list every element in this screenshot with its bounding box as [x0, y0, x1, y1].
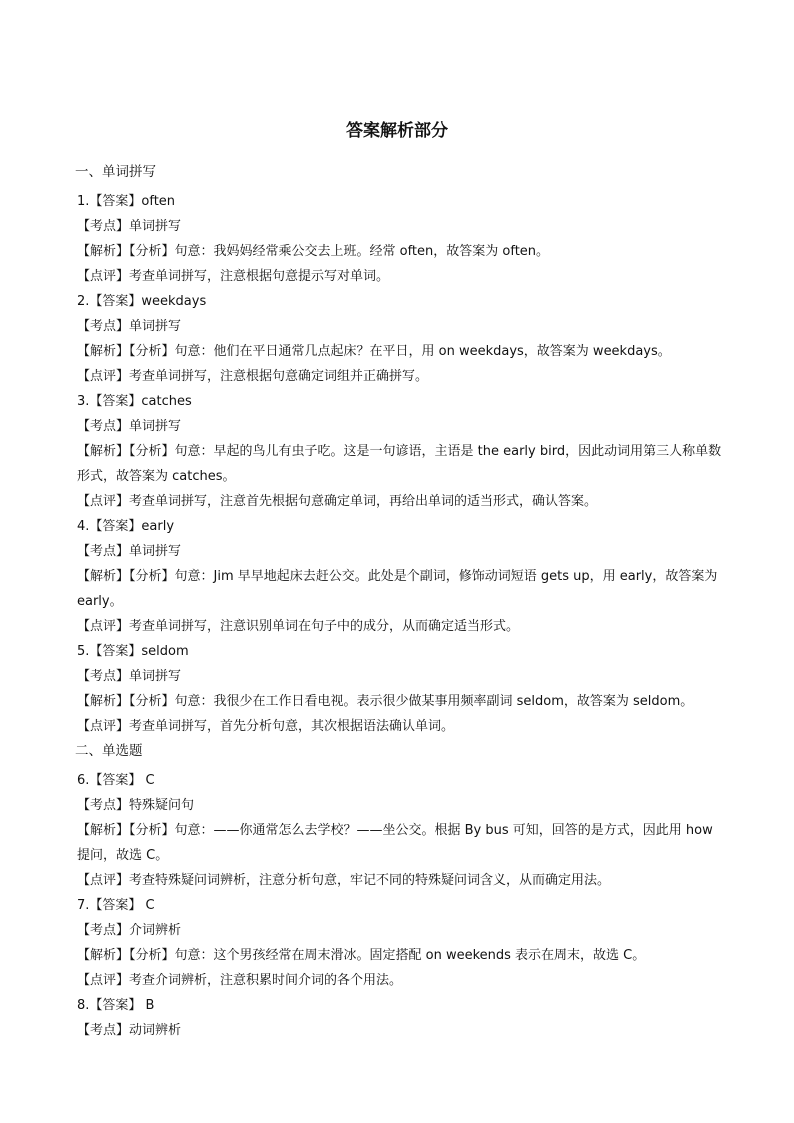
point-line: 【考点】动词辨析 — [77, 1023, 182, 1038]
analysis-line: 【解析】【分析】句意：他们在平日通常几点起床？在平日，用 on weekdays，故答案为 weekdays。 — [77, 344, 671, 359]
answer-line: 7.【答案】 C — [77, 898, 155, 913]
point-line: 【考点】单词拼写 — [77, 544, 182, 559]
answer-line: 5.【答案】seldom — [77, 644, 189, 659]
comment-line: 【点评】考查单词拼写，首先分析句意，其次根据语法确认单词。 — [77, 719, 455, 734]
comment-line: 【点评】考查单词拼写，注意根据句意确定词组并正确拼写。 — [77, 369, 429, 384]
answer-line: 1.【答案】often — [77, 194, 176, 209]
analysis-line: 【解析】【分析】句意：我很少在工作日看电视。表示很少做某事用频率副词 seldom，故答案为 seldom。 — [77, 694, 694, 709]
comment-line: 【点评】考查单词拼写，注意根据句意提示写对单词。 — [77, 269, 390, 284]
page-title: 答案解析部分 — [346, 121, 448, 141]
answer-line: 4.【答案】early — [77, 519, 175, 534]
comment-line: 【点评】考查特殊疑问词辨析，注意分析句意，牢记不同的特殊疑问词含义，从而确定用法。 — [77, 873, 611, 888]
analysis-paragraph: 【解析】【分析】句意：早起的鸟儿有虫子吃。这是一句谚语，主语是 the early bird，因此动词用第三人称单数形式，故答案为 catches。 — [77, 444, 722, 484]
point-line: 【考点】单词拼写 — [77, 419, 182, 434]
comment-line: 【点评】考查单词拼写，注意首先根据句意确定单词，再给出单词的适当形式，确认答案。 — [77, 494, 598, 509]
answer-line: 8.【答案】 B — [77, 998, 155, 1013]
answer-content — [77, 160, 729, 1043]
point-line: 【考点】介词辨析 — [77, 923, 182, 938]
analysis-line: 【解析】【分析】句意：我妈妈经常乘公交去上班。经常 often，故答案为 often。 — [77, 244, 550, 259]
point-line: 【考点】单词拼写 — [77, 319, 182, 334]
answer-line: 6.【答案】 C — [77, 773, 155, 788]
point-line: 【考点】单词拼写 — [77, 669, 182, 684]
answer-line: 2.【答案】weekdays — [77, 294, 207, 309]
point-line: 【考点】单词拼写 — [77, 219, 182, 234]
analysis-paragraph: 【解析】【分析】句意：Jim 早早地起床去赶公交。此处是个副词，修饰动词短语 gets up，用 early，故答案为 early。 — [77, 569, 718, 609]
comment-line: 【点评】考查介词辨析，注意积累时间介词的各个用法。 — [77, 973, 403, 988]
section-heading: 二、单选题 — [75, 743, 143, 759]
section-heading: 一、单词拼写 — [75, 164, 156, 180]
analysis-line: 【解析】【分析】句意：这个男孩经常在周末滑冰。固定搭配 on weekends 表示在周末，故选 C。 — [77, 948, 646, 963]
analysis-paragraph: 【解析】【分析】句意：——你通常怎么去学校？——坐公交。根据 By bus 可知，回答的是方式，因此用 how 提问，故选 C。 — [77, 823, 713, 863]
point-line: 【考点】特殊疑问句 — [77, 798, 195, 813]
answer-line: 3.【答案】catches — [77, 394, 192, 409]
comment-line: 【点评】考查单词拼写，注意识别单词在句子中的成分，从而确定适当形式。 — [77, 619, 520, 634]
